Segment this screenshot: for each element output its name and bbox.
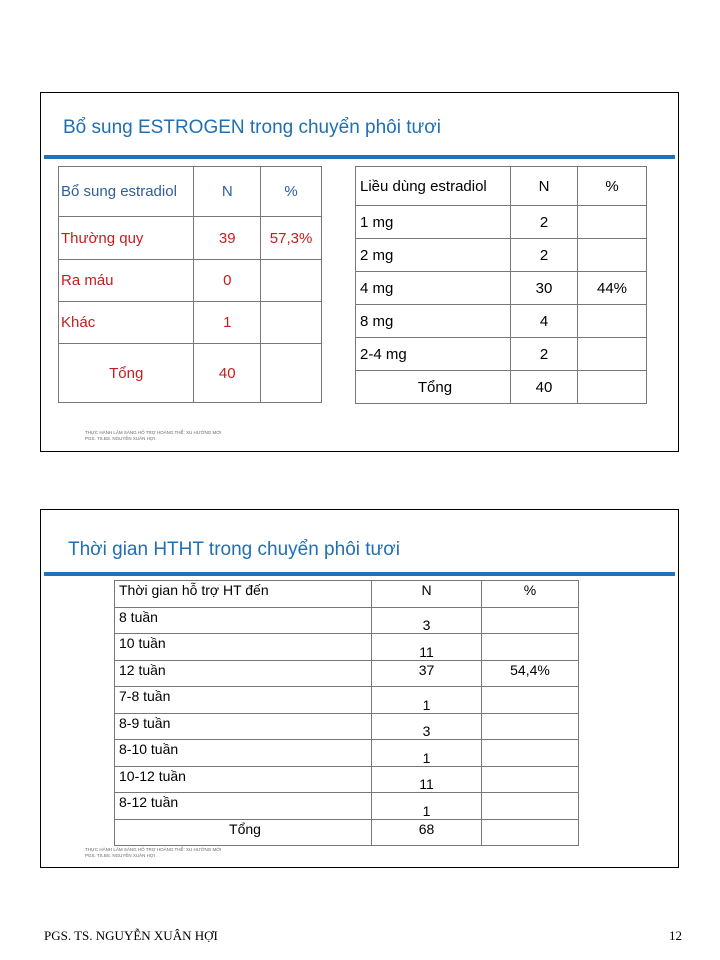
total-percent (261, 344, 322, 403)
table-row (356, 206, 647, 239)
row-count: 1 (372, 793, 482, 820)
table-header-row (59, 167, 322, 217)
row-label: 4 mg (356, 272, 511, 305)
table-total-row (356, 371, 647, 404)
row-percent: 44% (578, 272, 647, 305)
row-count: 2 (511, 206, 578, 239)
row-count: 0 (194, 260, 261, 302)
header-cell: N (511, 167, 578, 206)
table-total-row (59, 344, 322, 403)
row-count: 39 (194, 217, 261, 260)
table-row (115, 607, 579, 634)
total-count: 68 (372, 819, 482, 846)
row-label: 12 tuần (115, 660, 372, 687)
title-divider (44, 572, 675, 576)
table-row (115, 660, 579, 687)
table-row (59, 302, 322, 344)
header-cell: Bổ sung estradiol (59, 167, 194, 217)
row-label: 8 mg (356, 305, 511, 338)
support-duration-table (114, 580, 579, 846)
row-label: 2 mg (356, 239, 511, 272)
row-percent: 54,4% (482, 660, 579, 687)
row-label: Ra máu (59, 260, 194, 302)
table-row (115, 740, 579, 767)
footnote-author: PGS. TS.BS. NGUYỄN XUÂN HỢI (85, 436, 156, 441)
row-label: Khác (59, 302, 194, 344)
row-percent: 57,3% (261, 217, 322, 260)
row-percent (482, 713, 579, 740)
row-count: 1 (372, 740, 482, 767)
row-count: 11 (372, 766, 482, 793)
table-header-row (115, 581, 579, 608)
estradiol-dose-table (355, 166, 647, 404)
row-percent (578, 305, 647, 338)
table-row (115, 766, 579, 793)
row-percent (482, 740, 579, 767)
row-label: 2-4 mg (356, 338, 511, 371)
row-label: 1 mg (356, 206, 511, 239)
slide-estrogen (40, 92, 679, 452)
slide-footnote (85, 847, 221, 859)
table-row (356, 239, 647, 272)
row-count: 3 (372, 713, 482, 740)
table-header-row (356, 167, 647, 206)
footnote-course: THỰC HÀNH LÂM SÀNG HỖ TRỢ HOÀNG THỂ: XU HƯỚNG MỚI (85, 430, 222, 435)
total-label: Tổng (356, 371, 511, 404)
total-percent (578, 371, 647, 404)
row-percent (578, 239, 647, 272)
table-row (59, 260, 322, 302)
row-count: 2 (511, 239, 578, 272)
total-label: Tổng (59, 344, 194, 403)
row-percent (482, 793, 579, 820)
row-count: 4 (511, 305, 578, 338)
row-label: 8-9 tuần (115, 713, 372, 740)
table-row (356, 272, 647, 305)
header-cell: Liều dùng estradiol (356, 167, 511, 206)
page-author: PGS. TS. NGUYỄN XUÂN HỢI (44, 928, 218, 943)
slide-title: Thời gian HTHT trong chuyển phôi tươi (68, 539, 400, 560)
estradiol-supplement-table (58, 166, 322, 403)
footnote-author: PGS. TS.BS. NGUYỄN XUÂN HỢI (85, 853, 156, 858)
row-percent (482, 607, 579, 634)
total-label: Tổng (115, 819, 372, 846)
page-number: 12 (669, 928, 682, 943)
slide-footnote (85, 430, 221, 442)
row-count: 2 (511, 338, 578, 371)
row-count: 11 (372, 634, 482, 661)
header-cell: N (372, 581, 482, 608)
row-label: 10 tuần (115, 634, 372, 661)
title-divider (44, 155, 675, 159)
header-cell: % (482, 581, 579, 608)
total-count: 40 (194, 344, 261, 403)
header-cell: % (261, 167, 322, 217)
row-count: 30 (511, 272, 578, 305)
table-row (115, 793, 579, 820)
table-row (356, 338, 647, 371)
row-percent (482, 634, 579, 661)
slide-title: Bổ sung ESTROGEN trong chuyển phôi tươi (63, 117, 441, 138)
row-percent (482, 687, 579, 714)
row-percent (482, 766, 579, 793)
row-label: 8 tuần (115, 607, 372, 634)
table-row (115, 634, 579, 661)
row-count: 37 (372, 660, 482, 687)
row-label: 7-8 tuần (115, 687, 372, 714)
total-percent (482, 819, 579, 846)
table-row (115, 687, 579, 714)
table-row (356, 305, 647, 338)
row-count: 1 (194, 302, 261, 344)
row-label: 10-12 tuần (115, 766, 372, 793)
total-count: 40 (511, 371, 578, 404)
header-cell: N (194, 167, 261, 217)
slide-luteal-support-duration (40, 509, 679, 868)
table-row (59, 217, 322, 260)
header-cell: Thời gian hỗ trợ HT đến (115, 581, 372, 608)
row-label: 8-12 tuần (115, 793, 372, 820)
row-percent (261, 302, 322, 344)
row-percent (578, 338, 647, 371)
row-label: 8-10 tuần (115, 740, 372, 767)
row-percent (261, 260, 322, 302)
footnote-course: THỰC HÀNH LÂM SÀNG HỖ TRỢ HOÀNG THỂ: XU HƯỚNG MỚI (85, 847, 222, 852)
row-count: 3 (372, 607, 482, 634)
row-percent (578, 206, 647, 239)
row-label: Thường quy (59, 217, 194, 260)
row-count: 1 (372, 687, 482, 714)
table-total-row (115, 819, 579, 846)
header-cell: % (578, 167, 647, 206)
table-row (115, 713, 579, 740)
